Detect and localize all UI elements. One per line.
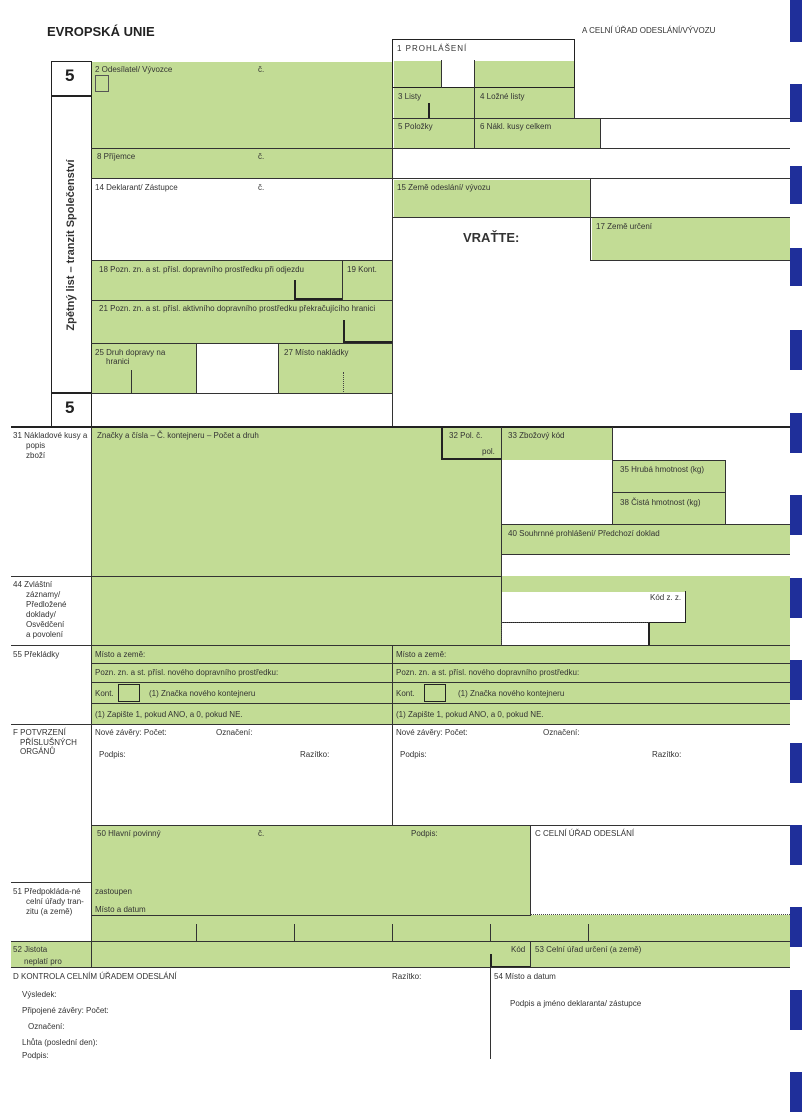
divider <box>428 103 430 118</box>
field-38-label: 38 Čistá hmotnost (kg) <box>620 498 701 507</box>
divider <box>501 622 502 645</box>
field-2-label: 2 Odesílatel/ Vývozce <box>95 65 173 74</box>
divider <box>294 924 295 941</box>
divider <box>278 343 279 393</box>
edge-tab <box>790 248 802 286</box>
field-54-label: 54 Místo a datum <box>494 972 556 981</box>
copy-number-bottom: 5 <box>65 398 75 417</box>
field-32-sub: pol. <box>482 447 495 456</box>
divider <box>91 178 392 179</box>
field-53-label: 53 Celní úřad určení (a země) <box>535 945 642 954</box>
field-44-label-1: 44 Zvláštní <box>13 580 53 589</box>
divider <box>294 280 296 300</box>
field-31-marks: Značky a čísla – Č. kontejneru – Počet a druh <box>97 431 259 440</box>
field-44-label-5: Osvědčení <box>26 620 65 629</box>
field-d-label: D KONTROLA CELNÍM ÚŘADEM ODESLÁNÍ <box>13 972 177 981</box>
divider <box>574 88 575 118</box>
field-c-label: C CELNÍ ÚŘAD ODESLÁNÍ <box>535 829 635 838</box>
edge-tab <box>790 0 802 42</box>
field-21-label: 21 Pozn. zn. a st. přísl. aktivního dopravního prostředku překračujícího hranici <box>99 304 376 313</box>
signature-right: Podpis: <box>400 750 427 759</box>
field-25-label-2: hranici <box>106 357 130 366</box>
divider <box>590 260 790 261</box>
divider <box>530 914 790 915</box>
divider <box>91 915 531 916</box>
new-transport-right: Pozn. zn. a st. přísl. nového dopravního prostředku: <box>396 668 580 677</box>
divider <box>51 392 92 394</box>
field-31-label-1: 31 Nákladové kusy a <box>13 431 88 440</box>
deadline-label: Lhůta (poslední den): <box>22 1038 98 1047</box>
kod-zz-box-lower[interactable] <box>501 622 649 645</box>
edge-tab <box>790 990 802 1030</box>
field-27-label: 27 Místo nakládky <box>284 348 349 357</box>
field-6-label: 6 Nákl. kusy celkem <box>480 122 552 131</box>
divider <box>91 703 790 704</box>
divider <box>392 217 790 218</box>
divider <box>91 682 790 683</box>
field-51-label-2: celní úřady tran- <box>26 897 84 906</box>
divider <box>196 924 197 941</box>
result-label: Výsledek: <box>22 990 57 999</box>
signature-left: Podpis: <box>99 750 126 759</box>
divider <box>342 260 343 300</box>
edge-tab <box>790 84 802 122</box>
divider <box>91 260 392 261</box>
divider <box>131 370 132 393</box>
divider <box>530 941 531 967</box>
field-31-area[interactable] <box>91 428 501 576</box>
field-14-label: 14 Deklarant/ Zástupce <box>95 183 178 192</box>
field-f-label-1: F POTVRZENÍ <box>13 728 66 737</box>
kont-checkbox-left[interactable] <box>118 684 140 702</box>
field-15-label: 15 Země odeslání/ vývozu <box>397 183 491 192</box>
field-19-label: 19 Kont. <box>347 265 377 274</box>
divider <box>11 645 790 646</box>
divider <box>91 427 92 967</box>
field-50-no: č. <box>258 829 265 838</box>
field-50-label: 50 Hlavní povinný <box>97 829 161 838</box>
divider <box>91 300 392 301</box>
edge-tab <box>790 330 802 370</box>
field-f-label-2: PŘÍSLUŠNÝCH <box>20 738 77 747</box>
field-8-label: 8 Příjemce <box>97 152 136 161</box>
divider <box>392 924 393 941</box>
container-mark-right: (1) Značka nového kontejneru <box>458 689 565 698</box>
divider <box>648 622 650 645</box>
divider <box>196 343 197 393</box>
divider <box>91 343 392 344</box>
edge-tab <box>790 743 802 783</box>
divider <box>490 967 491 1059</box>
field-2-small-box[interactable] <box>95 75 109 92</box>
divider <box>11 426 790 428</box>
divider <box>91 393 392 394</box>
edge-tab <box>790 825 802 865</box>
divider <box>392 645 393 825</box>
divider <box>343 320 345 342</box>
vertical-title: Zpětný list – tranzit Společenství <box>65 159 77 331</box>
field-44-label-2: záznamy/ <box>26 590 61 599</box>
note-left: (1) Zapište 1, pokud ANO, a 0, pokud NE. <box>95 710 243 719</box>
copy-number-top: 5 <box>65 66 75 85</box>
return-heading: VRAŤTE: <box>463 230 520 245</box>
new-transport-left: Pozn. zn. a st. přísl. nového dopravního prostředku: <box>95 668 279 677</box>
field-5-label: 5 Položky <box>398 122 433 131</box>
code-label: Kód <box>511 945 526 954</box>
field-52-label: 52 Jistota <box>13 945 48 954</box>
edge-tab <box>790 495 802 535</box>
edge-tab <box>790 578 802 618</box>
divider <box>441 60 442 88</box>
place-date-label: Místo a datum <box>95 905 146 914</box>
divider <box>590 217 591 261</box>
field-32-label: 32 Pol. č. <box>449 431 483 440</box>
field-4-label: 4 Ložné listy <box>480 92 525 101</box>
divider <box>441 428 443 460</box>
divider <box>441 458 501 460</box>
field-55-label: 55 Překládky <box>13 650 60 659</box>
field-35-label: 35 Hrubá hmotnost (kg) <box>620 465 705 474</box>
field-51-label-3: zitu (a země) <box>26 907 73 916</box>
stamp-left: Razítko: <box>300 750 330 759</box>
field-18-label: 18 Pozn. zn. a st. přísl. dopravního prostředku při odjezdu <box>99 265 305 274</box>
divider <box>392 88 393 427</box>
edge-tab <box>790 166 802 204</box>
stamp-right: Razítko: <box>652 750 682 759</box>
field-14-no: č. <box>258 183 265 192</box>
represented-label: zastoupen <box>95 887 132 896</box>
d-signature-label: Podpis: <box>22 1051 49 1060</box>
kont-label-right: Kont. <box>396 689 415 698</box>
field-f-label-3: ORGÁNŮ <box>20 747 56 756</box>
field-31-label-3: zboží <box>26 451 46 460</box>
edge-tab <box>790 907 802 947</box>
divider <box>11 941 790 942</box>
marking-left: Označení: <box>216 728 253 737</box>
divider <box>588 924 589 941</box>
field-2-area[interactable] <box>91 62 392 178</box>
divider <box>392 118 600 119</box>
field-44-label-6: a povolení <box>26 630 63 639</box>
kod-zz-label: Kód z. z. <box>650 593 682 602</box>
field-d-stamp: Razítko: <box>392 972 422 981</box>
divider <box>11 576 501 577</box>
divider <box>600 118 790 119</box>
field-1-label: 1 PROHLÁŠENÍ <box>397 44 468 53</box>
field-31-label-2: popis <box>26 441 46 450</box>
box-a-label: A CELNÍ ÚŘAD ODESLÁNÍ/VÝVOZU <box>582 26 716 35</box>
divider <box>343 372 344 392</box>
field-17-label: 17 Země určení <box>596 222 653 231</box>
divider <box>91 825 790 826</box>
divider <box>612 492 725 493</box>
field-44-label-4: doklady/ <box>26 610 56 619</box>
field-40-label: 40 Souhrnné prohlášení/ Předchozí doklad <box>508 529 660 538</box>
field-52-53-area[interactable] <box>11 941 790 967</box>
note-right: (1) Zapište 1, pokud ANO, a 0, pokud NE. <box>396 710 544 719</box>
field-25-label-1: 25 Druh dopravy na <box>95 348 166 357</box>
field-44-label-3: Předložené <box>26 600 67 609</box>
divider <box>600 118 601 148</box>
divider <box>474 88 475 148</box>
attached-seals-label: Připojené závěry: Počet: <box>22 1006 109 1015</box>
divider <box>530 825 531 915</box>
edge-tab <box>790 660 802 700</box>
field-3-label: 3 Listy <box>398 92 422 101</box>
kont-label-left: Kont. <box>95 689 114 698</box>
divider <box>392 148 790 149</box>
divider <box>11 967 790 968</box>
divider <box>490 924 491 941</box>
marking-right: Označení: <box>543 728 580 737</box>
field-33-label: 33 Zbožový kód <box>508 431 565 440</box>
divider <box>612 427 613 524</box>
field-8-no: č. <box>258 152 265 161</box>
edge-tab <box>790 413 802 453</box>
edge-tab <box>790 1072 802 1112</box>
field-54-signature: Podpis a jméno deklaranta/ zástupce <box>510 999 642 1008</box>
divider <box>501 524 790 525</box>
kont-checkbox-right[interactable] <box>424 684 446 702</box>
divider <box>91 148 392 149</box>
new-seals-left: Nové závěry: Počet: <box>95 728 167 737</box>
divider <box>91 663 790 664</box>
container-mark-left: (1) Značka nového kontejneru <box>149 689 256 698</box>
divider <box>11 882 91 883</box>
d-marking-label: Označení: <box>28 1022 65 1031</box>
field-2-no: č. <box>258 65 265 74</box>
field-51-label-1: 51 Předpokláda-né <box>13 887 81 896</box>
divider <box>51 95 92 97</box>
divider <box>590 178 591 218</box>
union-heading: EVROPSKÁ UNIE <box>47 24 155 39</box>
place-country-right: Místo a země: <box>396 650 447 659</box>
new-seals-right: Nové závěry: Počet: <box>396 728 468 737</box>
divider <box>11 724 790 725</box>
field-50-signature: Podpis: <box>411 829 438 838</box>
divider <box>474 60 475 88</box>
divider <box>392 178 790 179</box>
divider <box>612 460 725 461</box>
place-country-left: Místo a země: <box>95 650 146 659</box>
divider <box>501 554 790 555</box>
field-52-sub: neplatí pro <box>24 957 62 966</box>
divider <box>501 622 649 623</box>
divider <box>725 460 726 524</box>
field-50-area[interactable] <box>91 825 530 915</box>
